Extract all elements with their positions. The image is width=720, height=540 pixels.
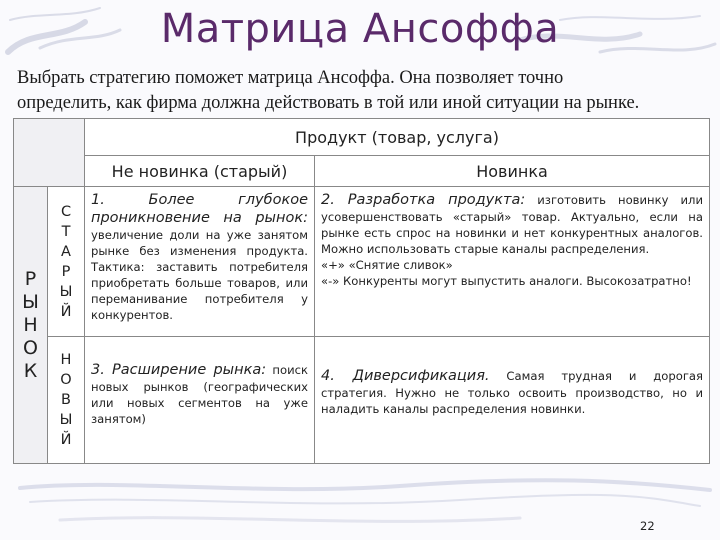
- matrix-corner-cell: [14, 119, 85, 187]
- market-letter: Р: [24, 267, 37, 290]
- old-letter: Ы: [59, 283, 73, 300]
- old-letter: С: [60, 203, 72, 220]
- market-letter: О: [23, 336, 38, 359]
- cell-2-heading: 2. Разработка продукта:: [321, 192, 526, 208]
- cell-4-heading: 4. Диверсификация.: [321, 368, 490, 384]
- intro-line-1: Выбрать стратегию поможет матрица Ансоффа. Она позволяет точно: [17, 68, 564, 88]
- new-letter: Н: [60, 352, 72, 368]
- page-number: 22: [640, 519, 655, 533]
- old-letter: Т: [61, 223, 71, 240]
- ansoff-matrix-table: [13, 118, 710, 464]
- market-letter: Н: [23, 313, 38, 336]
- row-label-new-market: [48, 337, 85, 464]
- new-letter: В: [61, 392, 71, 408]
- intro-text: [17, 66, 707, 116]
- cell-market-development: [85, 337, 315, 464]
- cell-2-minus: «-» Конкуренты могут выпустить аналоги. Высокозатратно!: [321, 274, 692, 288]
- cell-1-heading: 1. Более глубокое проникновение на рынок:: [91, 192, 308, 226]
- cell-1-text: увеличение доли на уже занятом рынке без изменения продукта. Тактика: заставить потребителя приобретать больше товаров, или переманивание потребителя у конкурентов.: [91, 228, 308, 322]
- cell-market-penetration: [85, 187, 315, 337]
- new-letter: Й: [60, 432, 72, 448]
- market-letter: Ы: [22, 290, 39, 313]
- cell-3-heading: 3. Расширение рынка:: [91, 362, 267, 378]
- cell-3-text: поиск новых рынков (географических или новых сегментов на уже занятом): [91, 363, 308, 426]
- old-letter: А: [61, 243, 71, 260]
- cell-product-development: [315, 187, 710, 337]
- column-header-old: Не новинка (старый): [85, 156, 315, 187]
- product-header: Продукт (товар, услуга): [85, 119, 710, 156]
- cell-2-plus: «+» «Снятие сливок»: [321, 258, 453, 272]
- slide-title: Матрица Ансоффа: [160, 6, 560, 52]
- row-label-old-market: [48, 187, 85, 337]
- intro-line-2: определить, как фирма должна действовать в той или иной ситуации на рынке.: [17, 93, 640, 113]
- old-letter: Й: [60, 303, 72, 320]
- column-header-new: Новинка: [315, 156, 710, 187]
- market-row-label: [14, 187, 48, 464]
- cell-2-text: изготовить новинку или усовершенствовать «старый» товар. Актуально, если на рынке есть спрос на новинки и нет конкурентных аналогов. Можно использовать старые каналы распределения.: [321, 193, 703, 256]
- cell-4-text: Самая трудная и дорогая стратегия. Нужно не только освоить производство, но и наладить каналы распределения новинки.: [321, 369, 703, 416]
- market-letter: К: [23, 359, 38, 382]
- new-letter: Ы: [59, 412, 73, 428]
- old-letter: Р: [61, 263, 71, 280]
- new-letter: О: [60, 372, 72, 388]
- cell-diversification: [315, 337, 710, 464]
